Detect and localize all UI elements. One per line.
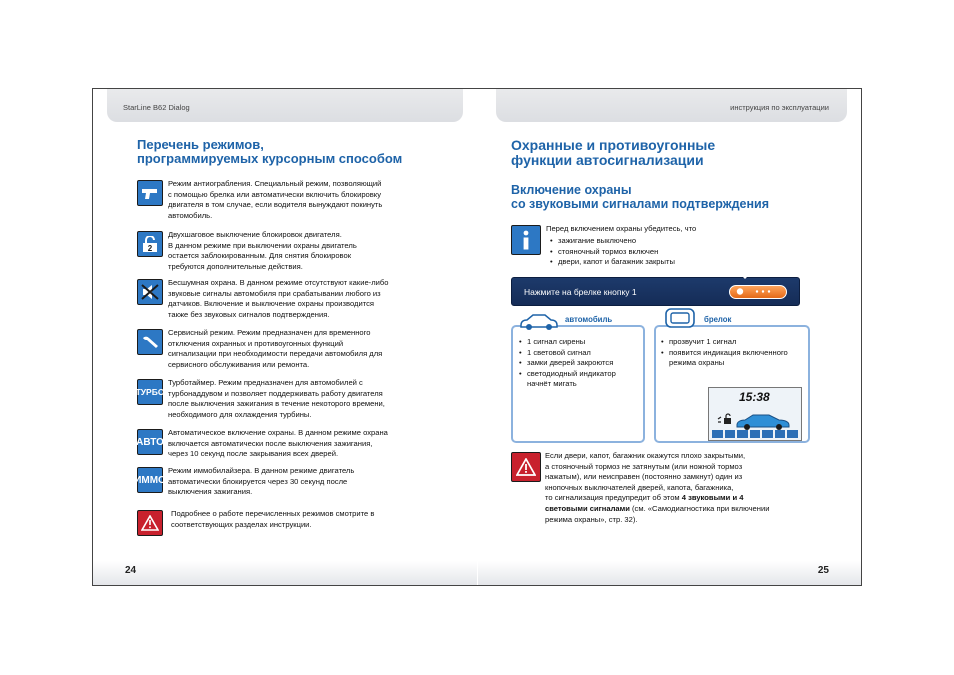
lcd-car-icon xyxy=(713,410,797,430)
left-page xyxy=(93,89,477,585)
text-span: то сигнализация предупредит об этом xyxy=(545,493,682,503)
list-item: • 1 сигнал сирены xyxy=(519,337,639,348)
left-page-title xyxy=(137,138,402,166)
text-line: Бесшумная охрана. В данном режиме отсутствуют какие-либо xyxy=(168,278,389,287)
fob-lcd-display xyxy=(708,387,802,441)
turbo-icon: ТУРБО xyxy=(137,379,163,405)
subtitle-line-2: со звуковыми сигналами подтверждения xyxy=(511,197,770,211)
mode-item-text xyxy=(168,378,426,420)
text-line: соответствующих разделах инструкции. xyxy=(171,519,312,529)
car-list xyxy=(519,337,639,390)
mode-item-text xyxy=(168,466,426,498)
text-line: включается автоматически после выключения зажигания, xyxy=(168,438,373,448)
text-line: необходимого для охлаждения турбины. xyxy=(168,409,312,419)
info-intro: Перед включением охраны убедитесь, что xyxy=(546,224,697,233)
list-item: • прозвучит 1 сигнал xyxy=(661,337,801,348)
pointer-triangle xyxy=(740,274,750,279)
text-line: Автоматическое включение охраны. В данном режиме охрана xyxy=(168,428,388,437)
wrench-icon xyxy=(137,329,163,355)
left-title-line-2: программируемых курсорным способом xyxy=(137,151,403,166)
warning-icon xyxy=(511,452,541,482)
bold-span: 4 звуковыми и 4 xyxy=(681,493,744,503)
svg-text:2: 2 xyxy=(147,244,153,252)
page-number-left: 24 xyxy=(125,565,137,576)
list-item: • зажигание выключено xyxy=(550,236,675,247)
text-line: В данном режиме при выключении охраны двигатель xyxy=(168,240,357,250)
right-page-title xyxy=(511,138,715,168)
list-item: • двери, капот и багажник закрыты xyxy=(550,257,675,268)
info-icon xyxy=(511,225,541,255)
warning-text xyxy=(545,451,815,525)
text-line: Режим антиограбления. Специальный режим, позволяющий xyxy=(168,179,382,188)
text-line: остается заблокированным. Для снятия блокировок xyxy=(168,251,352,261)
mode-item-text xyxy=(168,179,426,221)
warning-icon xyxy=(137,510,163,536)
left-title-line-1: Перечень режимов, xyxy=(137,137,264,152)
left-footer xyxy=(93,561,477,585)
subtitle-line-1: Включение охраны xyxy=(511,183,632,197)
text-line xyxy=(545,504,815,515)
mode-item-text xyxy=(168,328,426,370)
info-list xyxy=(550,236,675,268)
text-line: Сервисный режим. Режим предназначен для временного xyxy=(168,328,371,337)
text-line: турбонаддувом и позволяет поддерживать работу двигателя xyxy=(168,388,383,398)
list-item: • замки дверей закроются xyxy=(519,358,639,369)
lock-2-icon xyxy=(137,231,163,257)
text-line: кнопочных выключателей дверей, капота, багажника, xyxy=(545,482,734,492)
text-line: выключения зажигания. xyxy=(168,487,253,497)
lcd-time: 15:38 xyxy=(739,390,770,404)
text-line: Турботаймер. Режим предназначен для автомобилей с xyxy=(168,378,363,387)
tab-fob: брелок xyxy=(704,315,732,324)
text-line xyxy=(545,493,815,504)
text-line: Режим иммобилайзера. В данном режиме двигатель xyxy=(168,466,355,475)
text-line: через 10 секунд после закрывания всех дверей. xyxy=(168,449,339,459)
right-page xyxy=(478,89,861,585)
text-line: нажатым), или неисправен (постоянно замкнут) один из xyxy=(545,472,743,482)
note-text xyxy=(171,509,429,530)
right-title-line-2: функции автосигнализации xyxy=(511,152,704,168)
mode-item-text xyxy=(168,428,426,460)
text-line: требуются дополнительные действия. xyxy=(168,261,303,271)
auto-icon: АВТО xyxy=(137,429,163,455)
text-line: также без звуковых сигналов подтверждения. xyxy=(168,309,330,319)
mode-item-text xyxy=(168,278,426,320)
silent-icon xyxy=(137,279,163,305)
text-line: а стояночный тормоз не затянутым (или ножной тормоз xyxy=(545,461,743,471)
text-span: (см. «Самодиагностика при включении xyxy=(629,503,770,513)
mode-item-text xyxy=(168,230,426,272)
fob-list xyxy=(661,337,801,369)
car-icon xyxy=(519,311,559,331)
text-line: режима охраны», стр. 32). xyxy=(545,514,638,524)
lcd-status-row xyxy=(712,430,798,438)
fob-icon xyxy=(664,307,696,329)
right-footer xyxy=(478,561,861,585)
list-item: • светодиодный индикатор начнёт мигать xyxy=(519,369,639,390)
pistol-icon xyxy=(137,180,163,206)
text-line: Двухшаговое выключение блокировок двигателя. xyxy=(168,230,342,239)
tab-car: автомобиль xyxy=(565,315,613,324)
booklet-spread xyxy=(92,88,862,586)
section-subtitle xyxy=(511,183,769,211)
text-line: автоматически блокируется через 30 секунд после xyxy=(168,476,348,486)
list-item: • появится индикация включенного режима охраны xyxy=(661,348,801,369)
car-box-head xyxy=(511,311,645,327)
fob-box-head xyxy=(654,311,810,327)
text-line: отключения охранных и противоугонных функций xyxy=(168,338,344,348)
text-line: с помощью брелка или автоматически включить блокировку xyxy=(168,189,382,199)
text-line: датчиков. Включение и выключение охраны производится xyxy=(168,299,374,309)
right-title-line-1: Охранные и противоугонные xyxy=(511,137,716,153)
page-number-right: 25 xyxy=(817,565,829,576)
left-header xyxy=(107,89,463,122)
text-line: двигателя в том случае, если водителя вынуждают покинуть xyxy=(168,200,383,210)
list-item: • 1 световой сигнал xyxy=(519,348,639,359)
left-header-title: StarLine B62 Dialog xyxy=(123,103,190,112)
text-line: сервисного обслуживания или ремонта. xyxy=(168,359,310,369)
immo-icon: ИММО xyxy=(137,467,163,493)
text-line: Если двери, капот, багажник окажутся плохо закрытыми, xyxy=(545,451,746,460)
action-bar-label: Нажмите на брелке кнопку 1 xyxy=(524,287,637,297)
bold-span: световыми сигналами xyxy=(545,503,630,513)
text-line: Подробнее о работе перечисленных режимов смотрите в xyxy=(171,509,375,518)
right-header-title: инструкция по эксплуатации xyxy=(730,103,829,112)
text-line: звуковые сигналы автомобиля при срабатывании любого из xyxy=(168,288,381,298)
fob-button-icon xyxy=(729,285,787,299)
text-line: после выключения зажигания в течение некоторого времени, xyxy=(168,399,385,409)
action-bar xyxy=(511,277,800,306)
list-item: • стояночный тормоз включен xyxy=(550,247,675,258)
text-line: сигнализации при необходимости передачи автомобиля для xyxy=(168,349,383,359)
text-line: автомобиль. xyxy=(168,210,213,220)
right-header xyxy=(496,89,847,122)
